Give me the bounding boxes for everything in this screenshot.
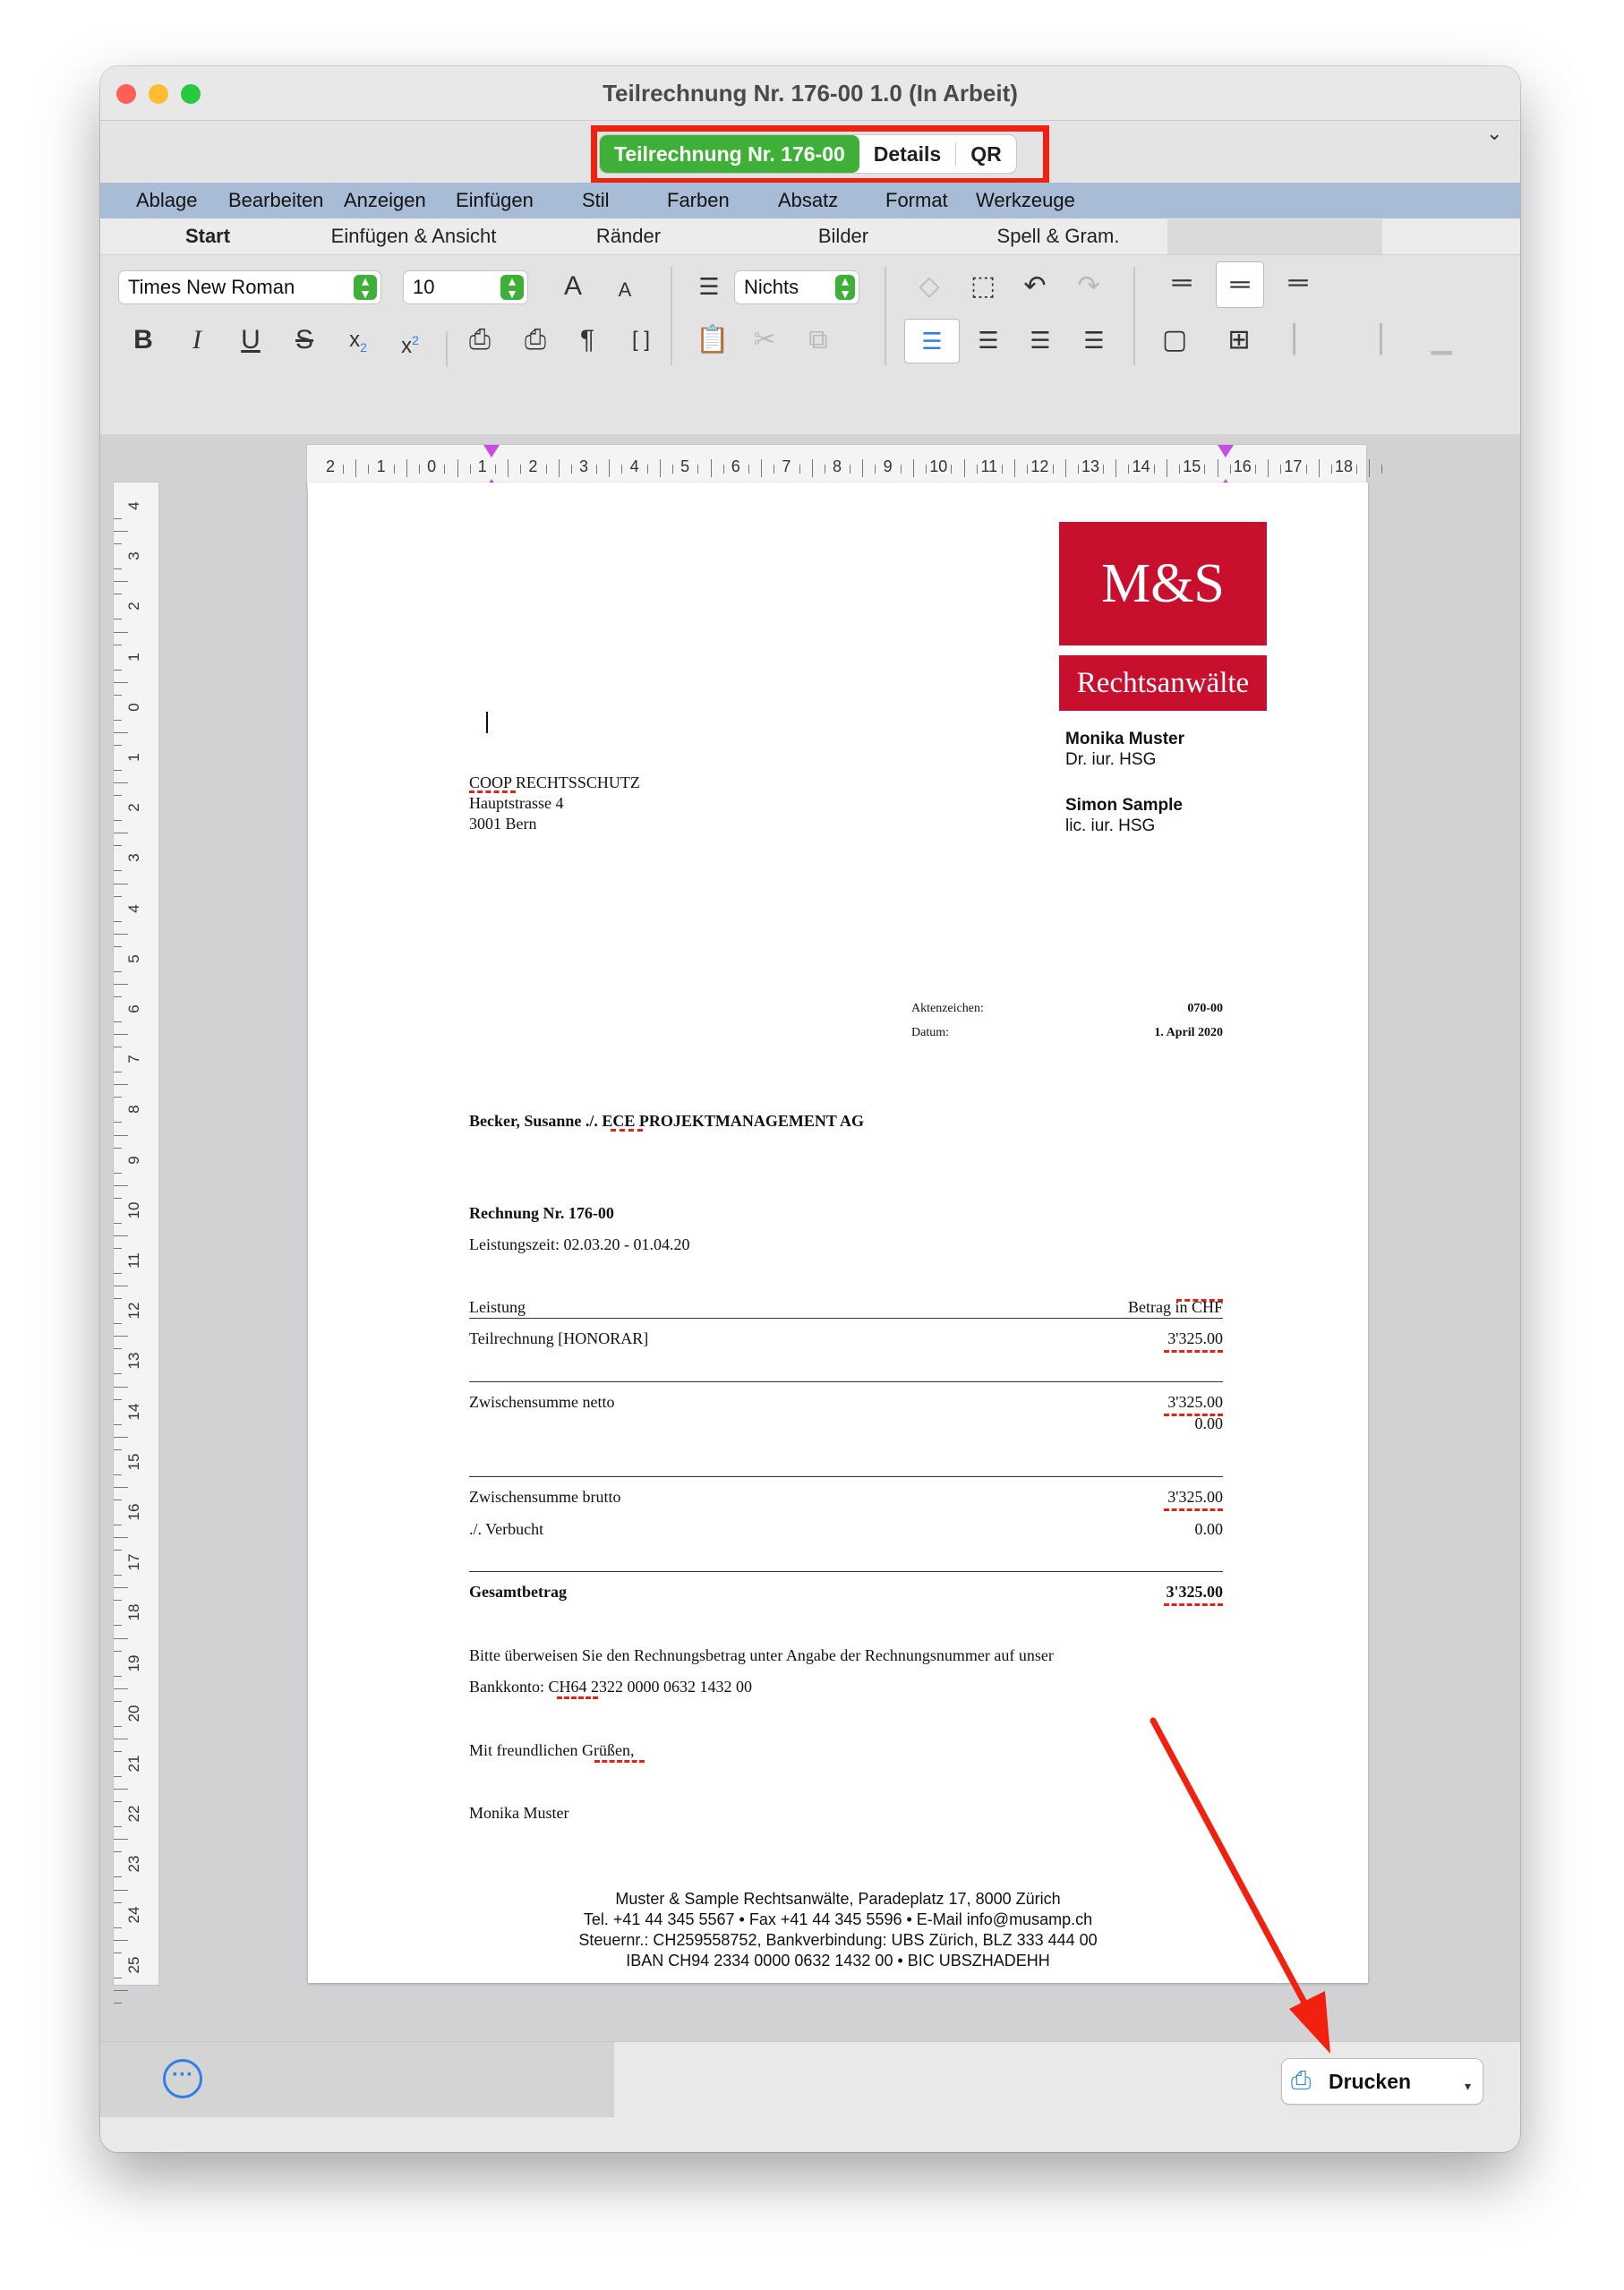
increase-font-icon[interactable]: A [563, 271, 582, 301]
ruler-label: 23 [125, 1855, 142, 1873]
ruler-label: 5 [680, 457, 690, 475]
segment-qr[interactable]: QR [970, 142, 1002, 166]
ruler-label: 13 [125, 1352, 142, 1370]
closing-line: Mit freundlichen Grüßen, [469, 1741, 635, 1759]
italic-icon[interactable]: I [192, 325, 201, 355]
ruler-label: 12 [125, 1302, 142, 1320]
ruler-label: 4 [125, 903, 142, 913]
booked-amount: 0.00 [1194, 1520, 1223, 1538]
menu-farben[interactable]: Farben [667, 189, 730, 211]
date-value: 1. April 2020 [1154, 1026, 1223, 1039]
lawyer-title: lic. iur. HSG [1065, 816, 1156, 835]
border-bottom-icon[interactable]: ▁ [1431, 325, 1452, 355]
subtotal-gross-amount: 3'325.00 [1167, 1488, 1223, 1506]
ruler-label: 2 [125, 803, 142, 812]
footer-line: IBAN CH94 2334 0000 0632 1432 00 • BIC UBSZHADEHH [626, 1952, 1050, 1970]
ruler-label: 9 [125, 1155, 142, 1165]
ruler-label: 3 [125, 853, 142, 863]
ruler-label: 10 [125, 1201, 142, 1219]
stepper-icon: ▲ ▼ [354, 275, 377, 300]
stepper-icon: ▲ ▼ [835, 275, 855, 300]
ruler-label: 10 [929, 457, 948, 475]
ruler-label: 1 [477, 457, 487, 475]
ruler-label: 14 [125, 1403, 142, 1421]
ruler-label: 2 [528, 457, 538, 475]
ruler-label: 15 [1183, 457, 1201, 475]
ruler-label: 1 [125, 753, 142, 762]
ruler-label: 7 [125, 1055, 142, 1064]
align-right-icon[interactable]: ☰ [1030, 327, 1051, 354]
menu-ablage[interactable]: Ablage [136, 189, 198, 211]
ruler-label: 20 [125, 1705, 142, 1722]
service-period: Leistungszeit: 02.03.20 - 01.04.20 [469, 1235, 690, 1253]
font-family-value: Times New Roman [128, 276, 295, 298]
ruler-label: 22 [125, 1805, 142, 1823]
redo-icon[interactable]: ↷ [1077, 271, 1100, 301]
ruler-label: 13 [1081, 457, 1100, 475]
border-box-icon[interactable]: ▢ [1161, 325, 1188, 355]
bank-account: Bankkonto: CH64 2322 0000 0632 1432 00 [469, 1678, 753, 1696]
booked-label: ./. Verbucht [469, 1520, 544, 1538]
ruler-label: 18 [1335, 457, 1354, 475]
cut-icon[interactable]: ✂ [753, 325, 776, 355]
menu-absatz[interactable]: Absatz [778, 189, 839, 211]
ruler-label: 24 [125, 1906, 142, 1924]
subtotal-net-amount: 3'325.00 [1167, 1393, 1223, 1411]
ruler-label: 3 [125, 551, 142, 560]
spacing-top-icon[interactable]: ═ [1172, 268, 1192, 297]
align-left-icon: ☰ [921, 328, 943, 355]
more-options-icon[interactable]: ··· [163, 2059, 202, 2098]
total-amount: 3'325.00 [1166, 1583, 1223, 1601]
ruler-label: 25 [125, 1956, 142, 1974]
underline-icon[interactable]: U [241, 325, 261, 355]
ruler-label: 7 [782, 457, 791, 475]
printer-icon: ⎙ [1291, 2066, 1312, 2094]
menu-bearbeiten[interactable]: Bearbeiten [228, 189, 324, 211]
table-header-amount: Betrag in CHF [1128, 1298, 1223, 1316]
ruler-label: 8 [125, 1105, 142, 1115]
subscript-icon[interactable]: $x_2$ [349, 328, 367, 355]
ruler-label: 16 [1233, 457, 1252, 475]
window-title: Teilrechnung Nr. 176-00 1.0 (In Arbeit) [603, 80, 1018, 107]
ruler-label: 2 [125, 602, 142, 611]
total-label: Gesamtbetrag [469, 1583, 567, 1601]
spacing-bottom-icon[interactable]: ═ [1288, 268, 1308, 297]
menu-stil[interactable]: Stil [582, 189, 610, 211]
logo-initials: M&S [1059, 522, 1267, 645]
ruler-label: 6 [125, 1004, 142, 1013]
ruler-label: 17 [1284, 457, 1303, 475]
superscript-icon[interactable]: $x^2$ [401, 333, 419, 358]
list-icon[interactable]: ☰ [698, 273, 720, 300]
footer-line: Steuernr.: CH259558752, Bankverbindung: UBS Zürich, BLZ 333 444 00 [578, 1931, 1098, 1949]
ruler-label: 6 [731, 457, 740, 475]
ruler-label: 18 [125, 1603, 142, 1621]
tab-spell-grammar[interactable]: Spell & Gram. [996, 225, 1120, 247]
date-label: Datum: [911, 1026, 949, 1039]
ruler-label: 19 [125, 1654, 142, 1672]
strikethrough-icon[interactable]: S [295, 325, 313, 355]
invoice-title: Rechnung Nr. 176-00 [469, 1204, 614, 1222]
bold-icon[interactable]: B [133, 325, 153, 355]
brackets-icon[interactable]: [ ] [631, 328, 650, 352]
border-left-icon[interactable]: ▏ [1293, 325, 1314, 355]
line-item-amount: 3'325.00 [1167, 1329, 1223, 1347]
menu-anzeigen[interactable]: Anzeigen [344, 189, 426, 211]
ruler-label: 3 [578, 457, 588, 475]
ruler-label: 8 [832, 457, 842, 475]
border-right-icon[interactable]: ▕ [1361, 325, 1382, 355]
ruler-label: 11 [980, 457, 998, 475]
eraser-icon[interactable]: ◇ [919, 271, 940, 301]
copy-icon[interactable]: ⧉ [808, 325, 828, 355]
segment-details[interactable]: Details [873, 142, 942, 166]
ruler-label: 16 [125, 1503, 142, 1521]
ruler-label: 17 [125, 1553, 142, 1571]
ruler-label: 14 [1132, 457, 1150, 475]
ruler-label: 4 [125, 501, 142, 510]
menu-einfuegen[interactable]: Einfügen [456, 189, 534, 211]
payment-instruction: Bitte überweisen Sie den Rechnungsbetrag unter Angabe der Rechnungsnummer auf unser [469, 1646, 1054, 1664]
tab-insert-view[interactable]: Einfügen & Ansicht [330, 225, 497, 247]
ruler-label: 1 [125, 652, 142, 662]
lawyer-title: Dr. iur. HSG [1065, 750, 1157, 769]
logo-firm: Rechtsanwälte [1059, 655, 1267, 711]
recipient-city: 3001 Bern [469, 815, 537, 833]
print-preview-icon[interactable]: ⎙ [469, 325, 491, 355]
ruler-label: 21 [125, 1755, 142, 1773]
ruler-label: 5 [125, 954, 142, 963]
ruler-label: 15 [125, 1453, 142, 1471]
list-style-value: Nichts [744, 276, 799, 298]
ruler-label: 1 [376, 457, 386, 475]
paste-icon[interactable]: 📋 [696, 325, 730, 355]
ruler-label: 12 [1030, 457, 1049, 475]
footer-line: Tel. +41 44 345 5567 • Fax +41 44 345 5596 • E-Mail info@musamp.ch [583, 1910, 1093, 1928]
tab-images[interactable]: Bilder [817, 225, 869, 247]
print-button-label: Drucken [1329, 2070, 1412, 2093]
lawyer-name: Monika Muster [1065, 730, 1185, 748]
case-title: Becker, Susanne ./. ECE PROJEKTMANAGEMENT AG [469, 1112, 865, 1130]
chevron-down-icon: ▾ [1465, 2079, 1472, 2093]
subtotal-net-label: Zwischensumme netto [469, 1393, 615, 1411]
decrease-font-icon[interactable]: A [618, 278, 632, 301]
line-item-label: Teilrechnung [HONORAR] [469, 1329, 649, 1347]
ruler-label: 9 [883, 457, 893, 475]
ruler-label: 0 [125, 703, 142, 712]
signature-name: Monika Muster [469, 1804, 569, 1822]
menu-werkzeuge[interactable]: Werkzeuge [976, 189, 1075, 211]
undo-icon[interactable]: ↶ [1023, 271, 1047, 301]
ruler-label: 2 [325, 457, 335, 475]
recipient-name: COOP RECHTSSCHUTZ [469, 773, 640, 791]
footer-line: Muster & Sample Rechtsanwälte, Paradeplatz 17, 8000 Zürich [615, 1890, 1061, 1908]
vat-amount: 0.00 [1194, 1414, 1223, 1432]
file-number-label: Aktenzeichen: [911, 1002, 984, 1015]
chevron-down-icon[interactable]: ⌄ [1486, 122, 1503, 144]
print-icon[interactable]: ⎙ [525, 325, 546, 355]
ruler-label: 0 [427, 457, 437, 475]
select-all-icon[interactable]: ⬚ [970, 271, 996, 301]
ruler-label: 4 [629, 457, 639, 475]
table-grid-icon[interactable]: ⊞ [1227, 325, 1251, 355]
file-number-value: 070-00 [1187, 1002, 1223, 1015]
align-justify-icon[interactable]: ☰ [1083, 327, 1105, 354]
spacing-middle-icon: ═ [1230, 269, 1250, 299]
menu-format[interactable]: Format [885, 189, 948, 211]
tab-margins[interactable]: Ränder [595, 225, 662, 247]
segment-invoice[interactable]: Teilrechnung Nr. 176-00 [600, 135, 859, 173]
tab-start[interactable]: Start [184, 225, 231, 247]
subtotal-gross-label: Zwischensumme brutto [469, 1488, 621, 1506]
lawyer-name: Simon Sample [1065, 796, 1183, 815]
font-size-value: 10 [413, 276, 435, 298]
ruler-label: 11 [125, 1252, 142, 1269]
recipient-street: Hauptstrasse 4 [469, 794, 564, 812]
align-center-icon[interactable]: ☰ [978, 327, 999, 354]
stepper-icon: ▲ ▼ [500, 275, 524, 300]
table-header-service: Leistung [469, 1298, 526, 1316]
pilcrow-icon[interactable]: ¶ [579, 325, 595, 355]
